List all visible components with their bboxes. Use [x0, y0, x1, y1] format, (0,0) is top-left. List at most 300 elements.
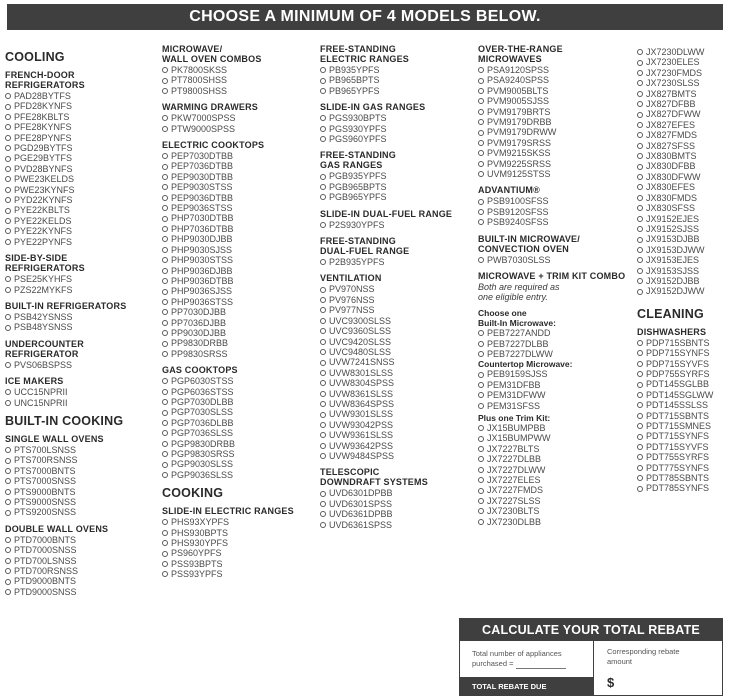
model-option[interactable]	[478, 380, 630, 390]
model-option[interactable]	[5, 322, 155, 332]
radio-button-icon[interactable]	[637, 70, 643, 76]
model-option[interactable]	[478, 506, 630, 516]
model-option[interactable]	[5, 122, 155, 132]
model-option[interactable]	[5, 507, 155, 517]
radio-button-icon[interactable]	[637, 184, 643, 190]
radio-button-icon[interactable]	[162, 420, 168, 426]
radio-button-icon[interactable]	[320, 174, 326, 180]
radio-button-icon[interactable]	[320, 287, 326, 293]
model-option[interactable]	[320, 499, 472, 509]
model-option[interactable]	[5, 237, 155, 247]
radio-button-icon[interactable]	[162, 164, 168, 170]
radio-button-icon[interactable]	[5, 104, 11, 110]
model-option[interactable]	[162, 548, 314, 558]
radio-button-icon[interactable]	[320, 259, 326, 265]
radio-button-icon[interactable]	[637, 216, 643, 222]
model-option[interactable]	[5, 133, 155, 143]
appliance-count-field[interactable]	[472, 649, 566, 669]
model-option[interactable]	[5, 398, 155, 408]
model-option[interactable]	[637, 130, 729, 140]
model-option[interactable]	[320, 509, 472, 519]
model-option[interactable]	[162, 245, 314, 255]
radio-button-icon[interactable]	[637, 195, 643, 201]
radio-button-icon[interactable]	[478, 341, 484, 347]
radio-button-icon[interactable]	[478, 78, 484, 84]
model-option[interactable]	[637, 161, 729, 171]
model-option[interactable]	[162, 407, 314, 417]
radio-button-icon[interactable]	[320, 360, 326, 366]
radio-button-icon[interactable]	[5, 208, 11, 214]
model-option[interactable]	[637, 276, 729, 286]
radio-button-icon[interactable]	[162, 561, 168, 567]
model-option[interactable]	[320, 86, 472, 96]
radio-button-icon[interactable]	[320, 443, 326, 449]
radio-button-icon[interactable]	[478, 330, 484, 336]
radio-button-icon[interactable]	[478, 130, 484, 136]
model-option[interactable]	[637, 151, 729, 161]
radio-button-icon[interactable]	[162, 389, 168, 395]
radio-button-icon[interactable]	[5, 228, 11, 234]
radio-button-icon[interactable]	[637, 132, 643, 138]
model-option[interactable]	[5, 285, 155, 295]
model-option[interactable]	[637, 390, 729, 400]
model-option[interactable]	[5, 387, 155, 397]
radio-button-icon[interactable]	[637, 289, 643, 295]
model-option[interactable]	[478, 107, 630, 117]
model-option[interactable]	[637, 473, 729, 483]
radio-button-icon[interactable]	[478, 488, 484, 494]
radio-button-icon[interactable]	[162, 540, 168, 546]
model-option[interactable]	[5, 143, 155, 153]
model-option[interactable]	[5, 91, 155, 101]
model-option[interactable]	[162, 224, 314, 234]
radio-button-icon[interactable]	[5, 547, 11, 553]
radio-button-icon[interactable]	[5, 197, 11, 203]
model-option[interactable]	[5, 101, 155, 111]
model-option[interactable]	[478, 196, 630, 206]
model-option[interactable]	[637, 224, 729, 234]
radio-button-icon[interactable]	[5, 114, 11, 120]
radio-button-icon[interactable]	[478, 351, 484, 357]
radio-button-icon[interactable]	[162, 519, 168, 525]
radio-button-icon[interactable]	[162, 330, 168, 336]
model-option[interactable]	[162, 338, 314, 348]
model-option[interactable]	[478, 86, 630, 96]
radio-button-icon[interactable]	[637, 112, 643, 118]
radio-button-icon[interactable]	[320, 432, 326, 438]
model-option[interactable]	[637, 57, 729, 67]
radio-button-icon[interactable]	[637, 382, 643, 388]
model-option[interactable]	[320, 316, 472, 326]
model-option[interactable]	[162, 459, 314, 469]
model-option[interactable]	[320, 451, 472, 461]
model-option[interactable]	[637, 245, 729, 255]
model-option[interactable]	[320, 257, 472, 267]
radio-button-icon[interactable]	[5, 400, 11, 406]
radio-button-icon[interactable]	[637, 60, 643, 66]
model-option[interactable]	[162, 559, 314, 569]
radio-button-icon[interactable]	[162, 430, 168, 436]
model-option[interactable]	[478, 496, 630, 506]
radio-button-icon[interactable]	[5, 145, 11, 151]
radio-button-icon[interactable]	[5, 135, 11, 141]
radio-button-icon[interactable]	[162, 320, 168, 326]
radio-button-icon[interactable]	[162, 184, 168, 190]
radio-button-icon[interactable]	[162, 399, 168, 405]
radio-button-icon[interactable]	[320, 391, 326, 397]
model-option[interactable]	[478, 169, 630, 179]
model-option[interactable]	[162, 349, 314, 359]
model-option[interactable]	[320, 409, 472, 419]
radio-button-icon[interactable]	[478, 425, 484, 431]
radio-button-icon[interactable]	[320, 412, 326, 418]
radio-button-icon[interactable]	[637, 174, 643, 180]
model-option[interactable]	[637, 431, 729, 441]
radio-button-icon[interactable]	[320, 401, 326, 407]
model-option[interactable]	[478, 207, 630, 217]
model-option[interactable]	[162, 439, 314, 449]
model-option[interactable]	[162, 124, 314, 134]
radio-button-icon[interactable]	[162, 67, 168, 73]
model-option[interactable]	[162, 318, 314, 328]
radio-button-icon[interactable]	[320, 67, 326, 73]
model-option[interactable]	[5, 205, 155, 215]
model-option[interactable]	[5, 587, 155, 597]
radio-button-icon[interactable]	[637, 153, 643, 159]
model-option[interactable]	[320, 326, 472, 336]
radio-button-icon[interactable]	[320, 339, 326, 345]
model-option[interactable]	[637, 359, 729, 369]
model-option[interactable]	[320, 399, 472, 409]
radio-button-icon[interactable]	[478, 519, 484, 525]
radio-button-icon[interactable]	[478, 436, 484, 442]
radio-button-icon[interactable]	[637, 122, 643, 128]
model-option[interactable]	[162, 307, 314, 317]
radio-button-icon[interactable]	[478, 109, 484, 115]
model-option[interactable]	[637, 348, 729, 358]
radio-button-icon[interactable]	[5, 287, 11, 293]
model-option[interactable]	[5, 545, 155, 555]
model-option[interactable]	[478, 255, 630, 265]
radio-button-icon[interactable]	[5, 579, 11, 585]
model-option[interactable]	[637, 421, 729, 431]
radio-button-icon[interactable]	[478, 161, 484, 167]
model-option[interactable]	[5, 487, 155, 497]
model-option[interactable]	[637, 400, 729, 410]
radio-button-icon[interactable]	[5, 537, 11, 543]
model-option[interactable]	[320, 284, 472, 294]
model-option[interactable]	[320, 305, 472, 315]
radio-button-icon[interactable]	[478, 508, 484, 514]
radio-button-icon[interactable]	[5, 124, 11, 130]
model-option[interactable]	[162, 182, 314, 192]
radio-button-icon[interactable]	[162, 278, 168, 284]
model-option[interactable]	[478, 349, 630, 359]
model-option[interactable]	[5, 476, 155, 486]
radio-button-icon[interactable]	[320, 522, 326, 528]
radio-button-icon[interactable]	[320, 349, 326, 355]
model-option[interactable]	[162, 234, 314, 244]
model-option[interactable]	[5, 556, 155, 566]
model-option[interactable]	[162, 172, 314, 182]
model-option[interactable]	[162, 376, 314, 386]
radio-button-icon[interactable]	[478, 392, 484, 398]
radio-button-icon[interactable]	[162, 410, 168, 416]
radio-button-icon[interactable]	[320, 380, 326, 386]
model-option[interactable]	[478, 517, 630, 527]
radio-button-icon[interactable]	[637, 101, 643, 107]
model-option[interactable]	[637, 452, 729, 462]
radio-button-icon[interactable]	[5, 187, 11, 193]
radio-button-icon[interactable]	[162, 289, 168, 295]
model-option[interactable]	[162, 266, 314, 276]
model-option[interactable]	[5, 226, 155, 236]
model-option[interactable]	[478, 444, 630, 454]
radio-button-icon[interactable]	[637, 465, 643, 471]
radio-button-icon[interactable]	[637, 413, 643, 419]
radio-button-icon[interactable]	[162, 530, 168, 536]
model-option[interactable]	[478, 423, 630, 433]
model-option[interactable]	[478, 148, 630, 158]
radio-button-icon[interactable]	[637, 257, 643, 263]
radio-button-icon[interactable]	[5, 447, 11, 453]
model-option[interactable]	[637, 203, 729, 213]
radio-button-icon[interactable]	[5, 156, 11, 162]
radio-button-icon[interactable]	[5, 239, 11, 245]
model-option[interactable]	[320, 378, 472, 388]
model-option[interactable]	[162, 470, 314, 480]
model-option[interactable]	[637, 369, 729, 379]
radio-button-icon[interactable]	[478, 257, 484, 263]
radio-button-icon[interactable]	[637, 49, 643, 55]
model-option[interactable]	[320, 182, 472, 192]
model-option[interactable]	[478, 328, 630, 338]
model-option[interactable]	[478, 339, 630, 349]
model-option[interactable]	[478, 433, 630, 443]
model-option[interactable]	[320, 441, 472, 451]
radio-button-icon[interactable]	[637, 361, 643, 367]
radio-button-icon[interactable]	[478, 219, 484, 225]
model-option[interactable]	[320, 430, 472, 440]
model-option[interactable]	[478, 117, 630, 127]
radio-button-icon[interactable]	[637, 392, 643, 398]
model-option[interactable]	[478, 454, 630, 464]
model-option[interactable]	[162, 517, 314, 527]
model-option[interactable]	[5, 174, 155, 184]
model-option[interactable]	[637, 47, 729, 57]
radio-button-icon[interactable]	[637, 486, 643, 492]
model-option[interactable]	[637, 255, 729, 265]
model-option[interactable]	[478, 75, 630, 85]
radio-button-icon[interactable]	[478, 446, 484, 452]
radio-button-icon[interactable]	[637, 226, 643, 232]
radio-button-icon[interactable]	[320, 318, 326, 324]
model-option[interactable]	[5, 195, 155, 205]
model-option[interactable]	[478, 465, 630, 475]
model-option[interactable]	[478, 217, 630, 227]
radio-button-icon[interactable]	[162, 153, 168, 159]
model-option[interactable]	[5, 164, 155, 174]
model-option[interactable]	[478, 127, 630, 137]
model-option[interactable]	[320, 347, 472, 357]
radio-button-icon[interactable]	[637, 434, 643, 440]
radio-button-icon[interactable]	[5, 166, 11, 172]
model-option[interactable]	[478, 65, 630, 75]
radio-button-icon[interactable]	[478, 88, 484, 94]
model-option[interactable]	[637, 442, 729, 452]
model-option[interactable]	[320, 134, 472, 144]
model-option[interactable]	[320, 368, 472, 378]
radio-button-icon[interactable]	[320, 370, 326, 376]
radio-button-icon[interactable]	[162, 451, 168, 457]
radio-button-icon[interactable]	[162, 257, 168, 263]
model-option[interactable]	[320, 295, 472, 305]
radio-button-icon[interactable]	[5, 589, 11, 595]
model-option[interactable]	[320, 357, 472, 367]
radio-button-icon[interactable]	[320, 307, 326, 313]
model-option[interactable]	[320, 220, 472, 230]
radio-button-icon[interactable]	[478, 209, 484, 215]
model-option[interactable]	[162, 428, 314, 438]
radio-button-icon[interactable]	[162, 299, 168, 305]
radio-button-icon[interactable]	[5, 510, 11, 516]
model-option[interactable]	[5, 185, 155, 195]
model-option[interactable]	[637, 109, 729, 119]
model-option[interactable]	[320, 389, 472, 399]
model-option[interactable]	[637, 141, 729, 151]
radio-button-icon[interactable]	[320, 453, 326, 459]
radio-button-icon[interactable]	[320, 491, 326, 497]
radio-button-icon[interactable]	[162, 88, 168, 94]
radio-button-icon[interactable]	[478, 150, 484, 156]
model-option[interactable]	[478, 96, 630, 106]
radio-button-icon[interactable]	[478, 456, 484, 462]
radio-button-icon[interactable]	[637, 268, 643, 274]
model-option[interactable]	[5, 466, 155, 476]
radio-button-icon[interactable]	[637, 371, 643, 377]
model-option[interactable]	[162, 161, 314, 171]
model-option[interactable]	[637, 286, 729, 296]
radio-button-icon[interactable]	[320, 184, 326, 190]
appliance-count-blank[interactable]	[516, 661, 566, 669]
radio-button-icon[interactable]	[162, 378, 168, 384]
model-option[interactable]	[637, 89, 729, 99]
radio-button-icon[interactable]	[637, 278, 643, 284]
model-option[interactable]	[320, 520, 472, 530]
radio-button-icon[interactable]	[162, 309, 168, 315]
radio-button-icon[interactable]	[5, 478, 11, 484]
model-option[interactable]	[162, 418, 314, 428]
radio-button-icon[interactable]	[5, 93, 11, 99]
radio-button-icon[interactable]	[162, 247, 168, 253]
model-option[interactable]	[637, 379, 729, 389]
radio-button-icon[interactable]	[162, 341, 168, 347]
model-option[interactable]	[162, 328, 314, 338]
model-option[interactable]	[5, 216, 155, 226]
radio-button-icon[interactable]	[320, 78, 326, 84]
radio-button-icon[interactable]	[320, 328, 326, 334]
model-option[interactable]	[320, 124, 472, 134]
model-option[interactable]	[162, 255, 314, 265]
radio-button-icon[interactable]	[637, 91, 643, 97]
radio-button-icon[interactable]	[320, 422, 326, 428]
model-option[interactable]	[320, 75, 472, 85]
model-option[interactable]	[320, 420, 472, 430]
radio-button-icon[interactable]	[162, 226, 168, 232]
radio-button-icon[interactable]	[162, 236, 168, 242]
radio-button-icon[interactable]	[162, 126, 168, 132]
radio-button-icon[interactable]	[162, 551, 168, 557]
radio-button-icon[interactable]	[5, 314, 11, 320]
radio-button-icon[interactable]	[320, 88, 326, 94]
radio-button-icon[interactable]	[637, 402, 643, 408]
model-option[interactable]	[5, 312, 155, 322]
radio-button-icon[interactable]	[320, 511, 326, 517]
model-option[interactable]	[5, 445, 155, 455]
model-option[interactable]	[478, 138, 630, 148]
model-option[interactable]	[5, 274, 155, 284]
model-option[interactable]	[162, 86, 314, 96]
radio-button-icon[interactable]	[478, 171, 484, 177]
radio-button-icon[interactable]	[478, 67, 484, 73]
radio-button-icon[interactable]	[5, 362, 11, 368]
radio-button-icon[interactable]	[637, 475, 643, 481]
model-option[interactable]	[162, 193, 314, 203]
radio-button-icon[interactable]	[5, 489, 11, 495]
radio-button-icon[interactable]	[637, 350, 643, 356]
model-option[interactable]	[162, 203, 314, 213]
model-option[interactable]	[637, 172, 729, 182]
model-option[interactable]	[320, 192, 472, 202]
model-option[interactable]	[320, 65, 472, 75]
model-option[interactable]	[5, 112, 155, 122]
model-option[interactable]	[162, 65, 314, 75]
model-option[interactable]	[162, 213, 314, 223]
radio-button-icon[interactable]	[320, 194, 326, 200]
radio-button-icon[interactable]	[162, 174, 168, 180]
radio-button-icon[interactable]	[162, 462, 168, 468]
model-option[interactable]	[637, 99, 729, 109]
dollar-sign[interactable]: $	[607, 675, 615, 690]
model-option[interactable]	[637, 338, 729, 348]
radio-button-icon[interactable]	[5, 458, 11, 464]
radio-button-icon[interactable]	[162, 268, 168, 274]
radio-button-icon[interactable]	[637, 205, 643, 211]
radio-button-icon[interactable]	[162, 351, 168, 357]
model-option[interactable]	[478, 475, 630, 485]
model-option[interactable]	[637, 266, 729, 276]
model-option[interactable]	[478, 401, 630, 411]
radio-button-icon[interactable]	[5, 568, 11, 574]
radio-button-icon[interactable]	[478, 119, 484, 125]
model-option[interactable]	[320, 171, 472, 181]
model-option[interactable]	[320, 113, 472, 123]
radio-button-icon[interactable]	[637, 423, 643, 429]
radio-button-icon[interactable]	[162, 115, 168, 121]
model-option[interactable]	[162, 297, 314, 307]
model-option[interactable]	[162, 538, 314, 548]
radio-button-icon[interactable]	[637, 454, 643, 460]
radio-button-icon[interactable]	[162, 472, 168, 478]
model-option[interactable]	[162, 286, 314, 296]
radio-button-icon[interactable]	[5, 176, 11, 182]
radio-button-icon[interactable]	[162, 571, 168, 577]
radio-button-icon[interactable]	[320, 115, 326, 121]
radio-button-icon[interactable]	[637, 80, 643, 86]
model-option[interactable]	[637, 120, 729, 130]
model-option[interactable]	[5, 566, 155, 576]
radio-button-icon[interactable]	[478, 199, 484, 205]
